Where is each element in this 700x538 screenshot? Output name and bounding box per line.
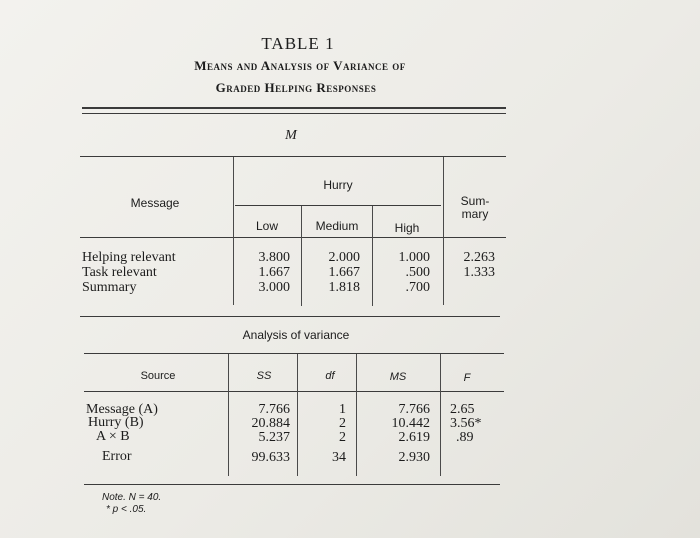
anova-ss-interaction: 5.237: [258, 430, 290, 445]
top-double-rule-upper: [82, 107, 506, 109]
anova-source-error: Error: [102, 449, 132, 464]
anova-ss-message: 7.766: [258, 402, 290, 417]
cell-helping-low: 3.800: [258, 250, 290, 265]
anova-header-f: F: [463, 372, 471, 384]
anova-section-label: Analysis of variance: [242, 328, 350, 342]
means-section-label: M: [285, 128, 297, 143]
anova-ss-error: 99.633: [251, 450, 290, 465]
anova-f-hurry: 3.56*: [450, 416, 482, 431]
top-double-rule-lower: [82, 113, 506, 114]
anova-source-message: Message (A): [86, 402, 158, 417]
cell-helping-summary: 2.263: [463, 250, 495, 265]
cell-task-medium: 1.667: [328, 265, 360, 280]
cell-task-low: 1.667: [258, 265, 290, 280]
anova-df-hurry: 2: [339, 416, 346, 431]
anova-df-message: 1: [339, 402, 346, 417]
cell-summary-high: .700: [405, 280, 430, 295]
vline-stub: [233, 157, 234, 305]
anova-f-interaction: .89: [456, 430, 474, 445]
anova-vline-df: [356, 354, 357, 476]
row-label-task-relevant: Task relevant: [82, 265, 157, 280]
table-title: TABLE 1: [261, 34, 335, 53]
col-header-medium: Medium: [315, 219, 359, 233]
anova-source-hurry: Hurry (B): [88, 415, 144, 430]
anova-source-interaction: A × B: [96, 429, 130, 444]
anova-ms-error: 2.930: [398, 450, 430, 465]
row-label-helping-relevant: Helping relevant: [82, 250, 176, 265]
anova-ss-hurry: 20.884: [251, 416, 290, 431]
anova-df-error: 34: [332, 450, 346, 465]
cell-helping-medium: 2.000: [328, 250, 360, 265]
vline-summary: [443, 157, 444, 305]
cell-helping-high: 1.000: [398, 250, 430, 265]
anova-vline-source: [228, 354, 229, 476]
anova-header-ms: MS: [389, 371, 407, 383]
table-subtitle-line-1: Means and Analysis of Variance of: [194, 58, 406, 73]
anova-df-interaction: 2: [339, 430, 346, 445]
cell-task-summary: 1.333: [463, 265, 495, 280]
anova-ms-hurry: 10.442: [391, 416, 430, 431]
vline-low-medium: [301, 206, 302, 306]
anova-f-message: 2.65: [450, 402, 475, 417]
anova-vline-ss: [297, 354, 298, 476]
summary-col-header: Sum- mary: [460, 194, 490, 221]
hurry-group-header: Hurry: [323, 178, 353, 192]
vline-medium-high: [372, 206, 373, 306]
cell-task-high: .500: [405, 265, 430, 280]
note-sample-size: Note. N = 40.: [102, 492, 162, 503]
anova-bottom-rule: [84, 484, 500, 485]
anova-header-df: df: [325, 370, 335, 382]
anova-ms-message: 7.766: [398, 402, 430, 417]
table-subtitle-line-2: Graded Helping Responses: [215, 80, 377, 95]
hurry-spanner-rule: [235, 205, 441, 206]
means-stub-header: Message: [130, 196, 180, 210]
cell-summary-low: 3.000: [258, 280, 290, 295]
cell-summary-medium: 1.818: [328, 280, 360, 295]
col-header-low: Low: [255, 219, 279, 233]
anova-header-ss: SS: [256, 370, 272, 382]
anova-header-source: Source: [140, 370, 176, 382]
col-header-high: High: [394, 221, 420, 235]
row-label-summary: Summary: [82, 280, 137, 295]
anova-header-bottom-rule: [84, 391, 504, 392]
means-bottom-rule: [80, 316, 500, 317]
anova-vline-ms: [440, 354, 441, 476]
anova-ms-interaction: 2.619: [398, 430, 430, 445]
note-significance: * p < .05.: [106, 504, 147, 515]
anova-top-rule: [84, 353, 504, 354]
